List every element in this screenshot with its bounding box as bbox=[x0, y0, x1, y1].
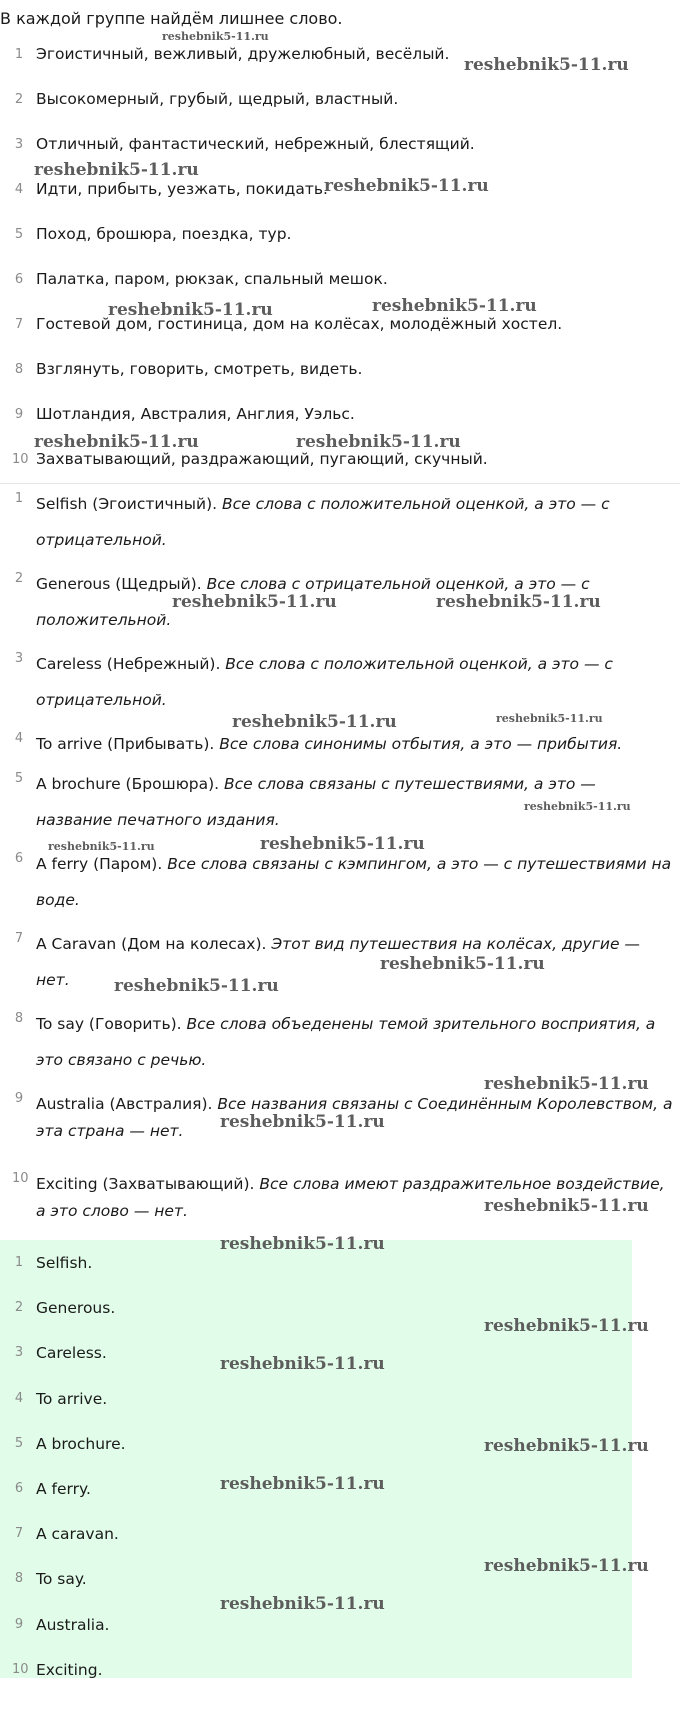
explanation-note: Все названия связаны с Соединённым Королевством, а эта страна — нет. bbox=[36, 1095, 673, 1140]
list-item bbox=[0, 1511, 632, 1556]
item-text: Палатка, паром, рюкзак, спальный мешок. bbox=[36, 270, 388, 288]
item-text: Exciting. bbox=[36, 1660, 103, 1679]
item-number: 8 bbox=[14, 1571, 24, 1587]
explanation-note: Все слова объеденены темой зрительного восприятия, а это связано с речью. bbox=[36, 1015, 656, 1069]
groups-list bbox=[0, 36, 680, 486]
list-item bbox=[0, 998, 680, 1078]
item-text bbox=[36, 1006, 674, 1078]
item-text: To say. bbox=[36, 1570, 87, 1589]
explanation-note: Все слова с отрицательной оценкой, а это — с положительной. bbox=[36, 575, 590, 629]
list-item bbox=[0, 261, 680, 306]
list-item bbox=[0, 1647, 632, 1692]
item-text: Selfish. bbox=[36, 1254, 93, 1272]
item-number: 3 bbox=[14, 1345, 24, 1361]
item-number: 6 bbox=[14, 272, 24, 287]
answer-word: To say (Говорить). bbox=[36, 1015, 187, 1033]
item-text: Захватывающий, раздражающий, пугающий, скучный. bbox=[36, 450, 488, 468]
item-text bbox=[36, 486, 674, 558]
explanation-note: Все слова с положительной оценкой, а это — с отрицательной. bbox=[36, 495, 610, 549]
watermark: reshebnik5-11.ru bbox=[114, 976, 279, 996]
list-item bbox=[0, 758, 680, 838]
item-number: 10 bbox=[12, 1661, 29, 1677]
item-number: 10 bbox=[12, 1171, 29, 1186]
answer-word: Exciting (Захватывающий). bbox=[36, 1175, 260, 1193]
item-text: Идти, прибыть, уезжать, покидать. bbox=[36, 180, 328, 198]
answer-word: Australia (Австралия). bbox=[36, 1095, 218, 1113]
watermark: reshebnik5-11.ru bbox=[436, 592, 601, 612]
item-text: Взглянуть, говорить, смотреть, видеть. bbox=[36, 360, 363, 378]
watermark: reshebnik5-11.ru bbox=[484, 1556, 649, 1576]
watermark: reshebnik5-11.ru bbox=[372, 296, 537, 316]
explanation-note: Этот вид путешествия на колёсах, другие — нет. bbox=[36, 935, 640, 989]
item-text bbox=[36, 646, 674, 718]
item-number: 4 bbox=[14, 731, 24, 746]
item-number: 3 bbox=[14, 137, 24, 152]
list-item bbox=[0, 918, 680, 998]
item-text: Careless. bbox=[36, 1344, 107, 1363]
watermark: reshebnik5-11.ru bbox=[34, 160, 199, 180]
watermark: reshebnik5-11.ru bbox=[260, 834, 425, 854]
item-number: 7 bbox=[14, 931, 24, 946]
watermark: reshebnik5-11.ru bbox=[220, 1112, 385, 1132]
explanation-note: Все слова с положительной оценкой, а это — с отрицательной. bbox=[36, 655, 613, 709]
item-number: 8 bbox=[14, 1011, 24, 1026]
list-item bbox=[0, 306, 680, 351]
item-number: 4 bbox=[14, 1390, 24, 1406]
item-number: 7 bbox=[14, 317, 24, 332]
watermark: reshebnik5-11.ru bbox=[220, 1354, 385, 1374]
item-number: 10 bbox=[12, 452, 29, 467]
item-text: Гостевой дом, гостиница, дом на колёсах, молодёжный хостел. bbox=[36, 315, 563, 333]
watermark: reshebnik5-11.ru bbox=[220, 1234, 385, 1254]
watermark: reshebnik5-11.ru bbox=[108, 300, 273, 320]
item-text: To arrive. bbox=[36, 1389, 108, 1408]
item-number: 5 bbox=[14, 227, 24, 242]
item-text bbox=[36, 846, 674, 918]
item-text: Поход, брошюра, поездка, тур. bbox=[36, 225, 292, 243]
explanation-note: Все слова связаны с кэмпингом, а это — с путешествиями на воде. bbox=[36, 855, 672, 909]
item-number: 2 bbox=[14, 1300, 24, 1316]
item-number: 1 bbox=[14, 47, 24, 62]
item-number: 5 bbox=[14, 771, 24, 786]
item-number: 8 bbox=[14, 362, 24, 377]
answer-word: Selfish (Эгоистичный). bbox=[36, 495, 222, 513]
item-number: 9 bbox=[14, 407, 24, 422]
item-number: 9 bbox=[14, 1091, 24, 1106]
item-number: 6 bbox=[14, 1480, 24, 1496]
list-item bbox=[0, 81, 680, 126]
explanation-note: Все слова связаны с путешествиями, а это — название печатного издания. bbox=[36, 775, 596, 829]
watermark: reshebnik5-11.ru bbox=[496, 712, 603, 725]
item-number: 2 bbox=[14, 92, 24, 107]
watermark: reshebnik5-11.ru bbox=[484, 1074, 649, 1094]
answer-word: Generous (Щедрый). bbox=[36, 575, 207, 593]
explanation-note: Все слова имеют раздражительное воздействие, а это слово — нет. bbox=[36, 1175, 665, 1220]
item-text: Шотландия, Австралия, Англия, Уэльс. bbox=[36, 405, 355, 423]
watermark: reshebnik5-11.ru bbox=[162, 30, 269, 43]
item-number: 3 bbox=[14, 651, 24, 666]
watermark: reshebnik5-11.ru bbox=[484, 1436, 649, 1456]
answer-word: A ferry (Паром). bbox=[36, 855, 168, 873]
watermark: reshebnik5-11.ru bbox=[220, 1474, 385, 1494]
item-number: 1 bbox=[14, 1255, 24, 1270]
answer-word: To arrive (Прибывать). bbox=[36, 735, 220, 753]
watermark: reshebnik5-11.ru bbox=[220, 1594, 385, 1614]
item-number: 6 bbox=[14, 851, 24, 866]
item-text: A brochure. bbox=[36, 1434, 126, 1453]
answer-word: A Caravan (Дом на колесах). bbox=[36, 935, 272, 953]
watermark: reshebnik5-11.ru bbox=[324, 176, 489, 196]
list-item bbox=[0, 216, 680, 261]
watermark: reshebnik5-11.ru bbox=[34, 432, 199, 452]
item-number: 7 bbox=[14, 1526, 24, 1542]
item-number: 2 bbox=[14, 571, 24, 586]
item-text: A caravan. bbox=[36, 1525, 119, 1544]
item-text: Australia. bbox=[36, 1615, 110, 1634]
item-text: Отличный, фантастический, небрежный, блестящий. bbox=[36, 135, 475, 153]
watermark: reshebnik5-11.ru bbox=[232, 712, 397, 732]
item-text: Эгоистичный, вежливый, дружелюбный, весёлый. bbox=[36, 45, 450, 63]
item-number: 9 bbox=[14, 1616, 24, 1632]
item-text: Высокомерный, грубый, щедрый, властный. bbox=[36, 90, 399, 108]
list-item bbox=[0, 478, 680, 558]
watermark: reshebnik5-11.ru bbox=[484, 1196, 649, 1216]
watermark: reshebnik5-11.ru bbox=[380, 954, 545, 974]
watermark: reshebnik5-11.ru bbox=[484, 1316, 649, 1336]
list-item bbox=[0, 638, 680, 718]
item-text: A ferry. bbox=[36, 1479, 91, 1498]
explanation-note: Все слова синонимы отбытия, а это — прибытия. bbox=[219, 735, 623, 753]
answer-word: Careless (Небрежный). bbox=[36, 655, 226, 673]
watermark: reshebnik5-11.ru bbox=[296, 432, 461, 452]
watermark: reshebnik5-11.ru bbox=[48, 840, 155, 853]
watermark: reshebnik5-11.ru bbox=[464, 55, 629, 75]
watermark: reshebnik5-11.ru bbox=[524, 800, 631, 813]
item-number: 5 bbox=[14, 1435, 24, 1451]
list-item bbox=[0, 351, 680, 396]
instruction-text: В каждой группе найдём лишнее слово. bbox=[0, 9, 343, 28]
watermark: reshebnik5-11.ru bbox=[172, 592, 337, 612]
item-text: Generous. bbox=[36, 1299, 116, 1318]
list-item bbox=[0, 1376, 632, 1421]
item-number: 4 bbox=[14, 182, 24, 197]
answer-word: A brochure (Брошюра). bbox=[36, 775, 225, 793]
item-number: 1 bbox=[14, 491, 24, 506]
